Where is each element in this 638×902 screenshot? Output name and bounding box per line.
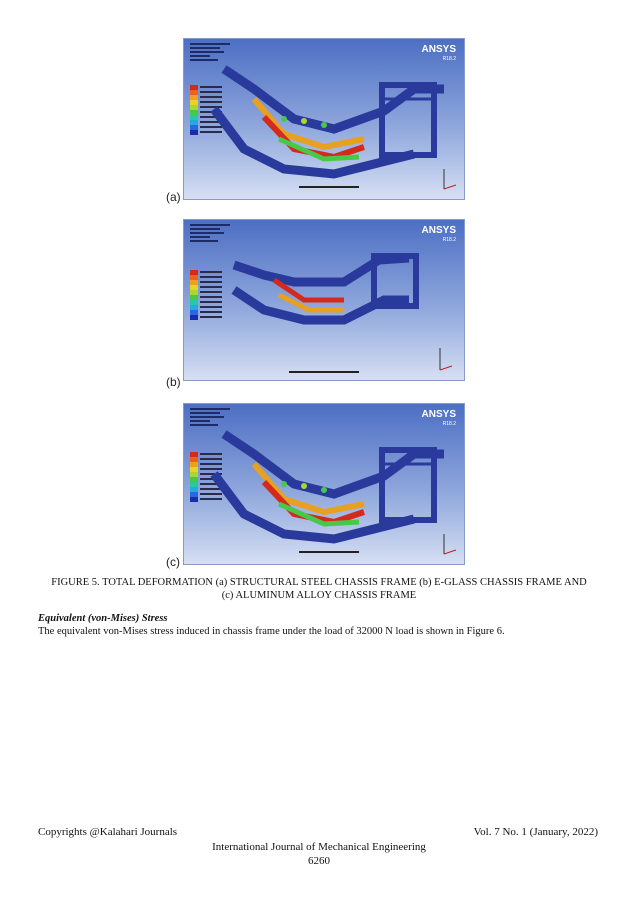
ansys-logo: ANSYS R18.2 <box>421 225 456 243</box>
footer-volume: Vol. 7 No. 1 (January, 2022) <box>473 826 598 838</box>
ansys-logo: ANSYS R18.2 <box>421 44 456 62</box>
ansys-logo: ANSYS R18.2 <box>421 409 456 427</box>
figure-panel-b <box>183 219 463 379</box>
section-heading: Equivalent (von-Mises) Stress <box>38 613 168 624</box>
panel-label-b: (b) <box>166 375 181 389</box>
section-body: The equivalent von-Mises stress induced in chassis frame under the load of 32000 N load is shown in Figure 6. <box>38 626 505 637</box>
ansys-plot-c <box>183 403 465 565</box>
footer-copyright: Copyrights @Kalahari Journals <box>38 826 178 838</box>
figure-caption <box>40 576 598 602</box>
ansys-plot-b <box>183 219 465 381</box>
ansys-plot-a <box>183 38 465 200</box>
chassis-frame-deformed <box>184 404 464 564</box>
figure-panel-a <box>183 38 463 198</box>
footer-journal: International Journal of Mechanical Engineering <box>212 841 426 853</box>
caption-line-2: (c) ALUMINUM ALLOY CHASSIS FRAME <box>221 590 417 601</box>
footer-center <box>0 840 638 868</box>
panel-label-a: (a) <box>166 190 181 204</box>
panel-label-c: (c) <box>166 555 180 569</box>
chassis-frame-deformed <box>184 39 464 199</box>
figure-panel-c <box>183 403 463 563</box>
chassis-frame-rigid <box>184 220 464 380</box>
caption-line-1: FIGURE 5. TOTAL DEFORMATION (a) STRUCTURAL STEEL CHASSIS FRAME (b) E-GLASS CHASSIS FRAME AND <box>51 577 587 588</box>
footer-page-number: 6260 <box>308 855 330 867</box>
